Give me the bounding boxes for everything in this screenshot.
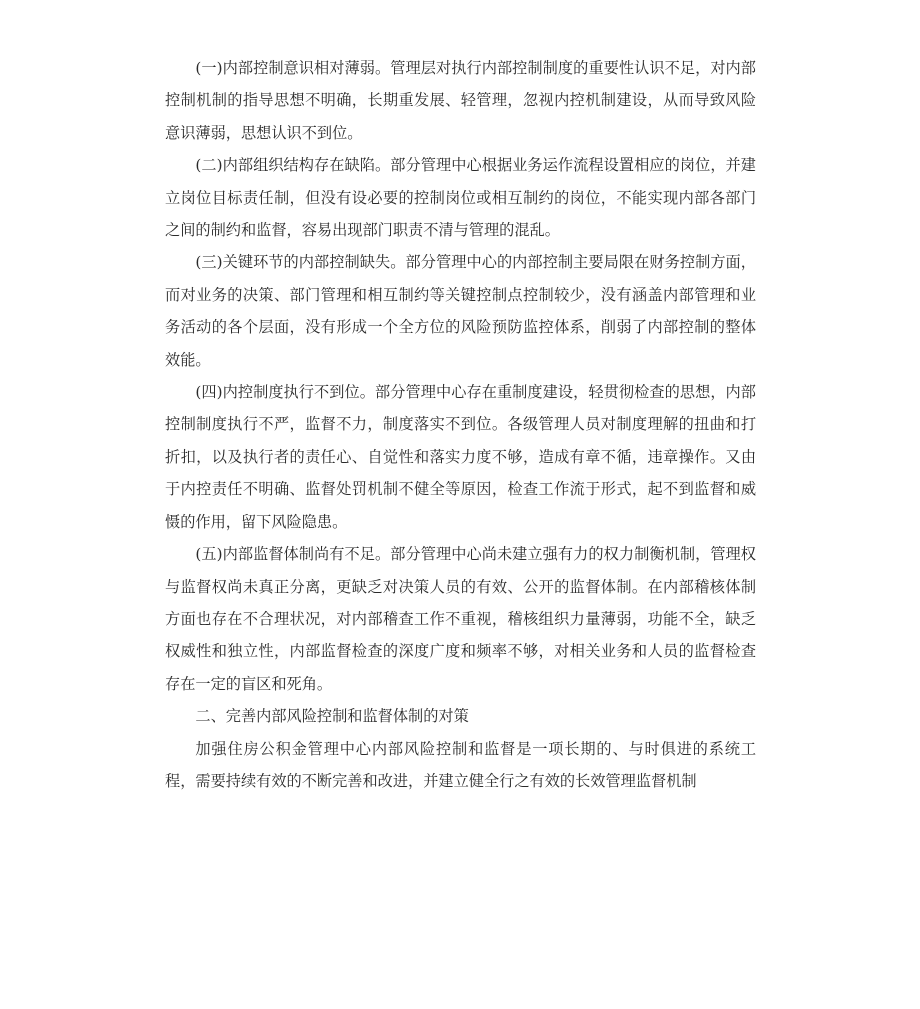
paragraph-awareness: (一)内部控制意识相对薄弱。管理层对执行内部控制制度的重要性认识不足，对内部控制机制的指导思想不明确，长期重发展、轻管理，忽视内控机制建设，从而导致风险意识薄弱，思想认识不到位。 — [165, 59, 756, 142]
document-body — [165, 52, 756, 797]
paragraph-supervision: (五)内部监督体制尚有不足。部分管理中心尚未建立强有力的权力制衡机制，管理权与监督权尚未真正分离，更缺乏对决策人员的有效、公开的监督体制。在内部稽核体制方面也存在不合理状况，对内部稽查工作不重视，稽核组织力量薄弱，功能不全，缺乏权威性和独立性，内部监督检查的深度广度和频率不够，对相关业务和人员的监督检查存在一定的盲区和死角。 — [165, 545, 756, 693]
paragraph-closing: 加强住房公积金管理中心内部风险控制和监督是一项长期的、与时俱进的系统工程，需要持续有效的不断完善和改进，并建立健全行之有效的长效管理监督机制 — [165, 739, 756, 790]
paragraph-key-links: (三)关键环节的内部控制缺失。部分管理中心的内部控制主要局限在财务控制方面，而对业务的决策、部门管理和相互制约等关键控制点控制较少，没有涵盖内部管理和业务活动的各个层面，没有形成一个全方位的风险预防监控体系，削弱了内部控制的整体效能。 — [165, 253, 756, 369]
paragraph-structure: (二)内部组织结构存在缺陷。部分管理中心根据业务运作流程设置相应的岗位，并建立岗位目标责任制，但没有设必要的控制岗位或相互制约的岗位，不能实现内部各部门之间的制约和监督，容易出现部门职责不清与管理的混乱。 — [165, 156, 756, 240]
section-heading: 二、完善内部风险控制和监督体制的对策 — [195, 707, 469, 726]
paragraph-execution: (四)内控制度执行不到位。部分管理中心存在重制度建设，轻贯彻检查的思想，内部控制制度执行不严，监督不力，制度落实不到位。各级管理人员对制度理解的扭曲和打折扣，以及执行者的责任心、自觉性和落实力度不够，造成有章不循，违章操作。又由于内控责任不明确、监督处罚机制不健全等原因，检查工作流于形式，起不到监督和威慑的作用，留下风险隐患。 — [165, 383, 756, 531]
